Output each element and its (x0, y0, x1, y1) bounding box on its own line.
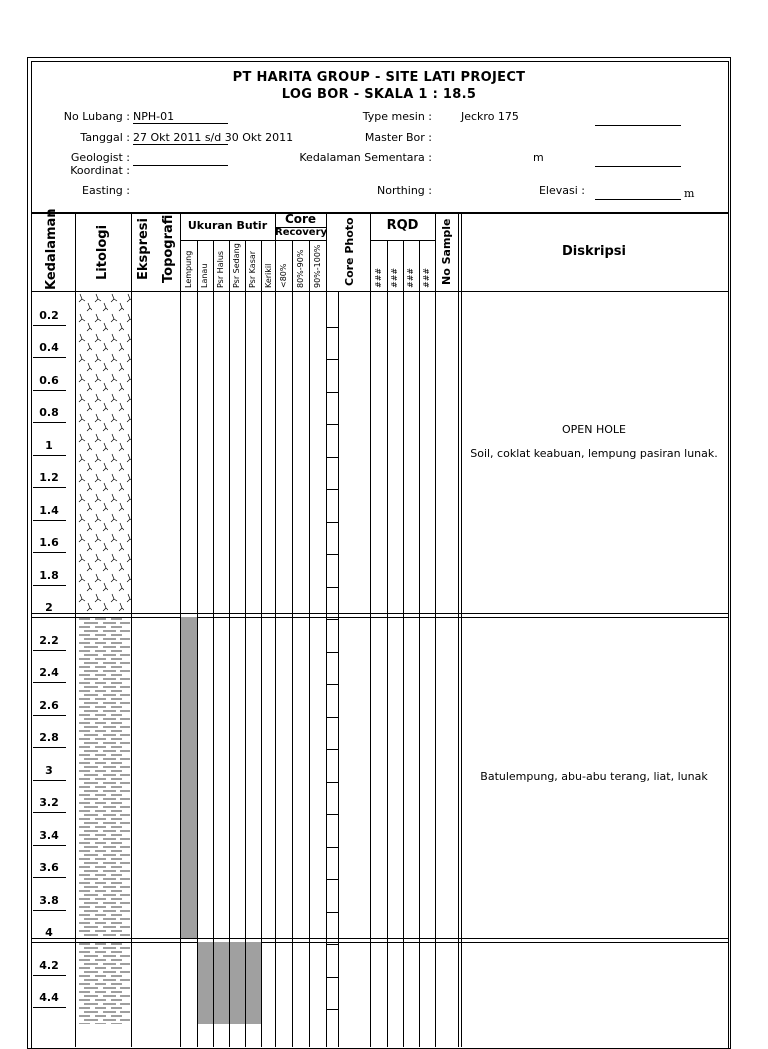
grain-label: Kerikil (264, 263, 273, 288)
depth-label: 1.4 (39, 504, 59, 517)
depth-label: 2.4 (39, 666, 59, 679)
elevasi-label: Elevasi : (538, 184, 585, 197)
northing-label: Northing : (377, 184, 432, 197)
grain-label: Lempung (184, 250, 193, 288)
grain-label: Psr Halus (216, 250, 225, 288)
topografi-header: Topografi (161, 214, 176, 284)
depth-tick (33, 942, 66, 943)
ukuran-butir-header: Ukuran Butir (187, 219, 268, 232)
depth-tick (33, 682, 66, 683)
grain-fill-lempung (181, 617, 197, 938)
type-mesin-label: Type mesin : (362, 110, 432, 123)
depth-label: 3.2 (39, 796, 59, 809)
depth-tick (33, 617, 66, 618)
depth-label: 3 (45, 764, 53, 777)
core-photo-tick (326, 977, 338, 978)
depth-label: 4.4 (39, 991, 59, 1004)
core-photo-tick (326, 587, 338, 588)
depth-label: 4 (45, 926, 53, 939)
grain-label: Psr Kasar (248, 250, 257, 288)
grain-divider (197, 240, 198, 1047)
grain-divider (245, 942, 246, 1024)
core-photo-tick (326, 944, 338, 945)
rqd-col-label: ### (406, 267, 415, 288)
core-photo-tick (326, 879, 338, 880)
depth-tick (33, 552, 66, 553)
depth-tick (33, 422, 66, 423)
elevasi-line (595, 199, 681, 200)
col-divider (275, 213, 276, 1047)
title-line-1: PT HARITA GROUP - SITE LATI PROJECT (232, 70, 526, 85)
core-photo-tick (326, 522, 338, 523)
core-photo-tick (326, 782, 338, 783)
depth-label: 2.6 (39, 699, 59, 712)
core-photo-tick (326, 554, 338, 555)
tanggal-value: 27 Okt 2011 s/d 30 Okt 2011 (133, 131, 294, 144)
log-grid (31, 208, 729, 1049)
depth-tick (33, 975, 66, 976)
desc-batulempung: Batulempung, abu-abu terang, liat, lunak (480, 770, 708, 783)
col-divider (435, 213, 436, 1047)
core-photo-tick (326, 847, 338, 848)
recovery-divider (309, 240, 310, 1047)
core-photo-tick (326, 684, 338, 685)
grain-divider (213, 240, 214, 1047)
master-bor-label: Master Bor : (364, 131, 432, 144)
depth-tick (33, 520, 66, 521)
depth-tick (33, 585, 66, 586)
easting-label: Easting : (82, 184, 130, 197)
col-divider (131, 213, 132, 1047)
ukuran-divider (180, 240, 275, 241)
diskripsi-header: Diskripsi (562, 244, 626, 259)
recovery-range-label: 80%-90% (296, 249, 305, 288)
litologi-soil-pattern (76, 292, 131, 613)
depth-label: 1.2 (39, 471, 59, 484)
grain-divider (229, 942, 230, 1024)
depth-tick (33, 715, 66, 716)
core-photo-tick (326, 359, 338, 360)
depth-label: 3.6 (39, 861, 59, 874)
depth-tick (33, 455, 66, 456)
section-divider-4m (31, 938, 729, 943)
desc-soil: Soil, coklat keabuan, lempung pasiran lunak. (470, 447, 718, 460)
col-divider (370, 213, 371, 1047)
core-header: Core (284, 212, 317, 226)
core-photo-tick (326, 652, 338, 653)
core-photo-tick (326, 489, 338, 490)
title-line-2: LOG BOR - SKALA 1 : 18.5 (281, 87, 477, 102)
depth-label: 3.8 (39, 894, 59, 907)
core-photo-tick (326, 1009, 338, 1010)
photo-divider (338, 291, 339, 1047)
rqd-divider-h (370, 240, 435, 241)
col-divider (326, 213, 327, 1047)
col-divider (458, 213, 459, 1047)
core-photo-tick (326, 814, 338, 815)
geologist-field (133, 152, 228, 166)
rqd-divider (403, 240, 404, 1047)
recovery-divider (292, 240, 293, 1047)
depth-label: 1 (45, 439, 53, 452)
grain-divider (245, 240, 246, 1047)
depth-label: 0.2 (39, 309, 59, 322)
rqd-divider (419, 240, 420, 1047)
depth-tick (33, 780, 66, 781)
depth-tick (33, 845, 66, 846)
core-photo-header: Core Photo (343, 217, 356, 286)
depth-label: 1.6 (39, 536, 59, 549)
depth-label: 3.4 (39, 829, 59, 842)
depth-label: 1.8 (39, 569, 59, 582)
depth-label: 0.4 (39, 341, 59, 354)
core-photo-tick (326, 749, 338, 750)
kedalaman-label: Kedalaman Sementara : (299, 151, 432, 164)
core-photo-tick (326, 327, 338, 328)
grain-label: Psr Sedang (232, 243, 241, 288)
ekspresi-header: Ekspresi (136, 218, 151, 280)
grain-divider (261, 240, 262, 1047)
rqd-header: RQD (386, 218, 419, 233)
depth-tick (33, 877, 66, 878)
koordinat-label: Koordinat : (70, 164, 130, 177)
grain-label: Lanau (200, 263, 209, 288)
rqd-col-label: ### (374, 267, 383, 288)
recovery-range-label: 90%-100% (313, 244, 322, 288)
depth-tick (33, 747, 66, 748)
no-sample-header: No Sample (440, 218, 453, 286)
depth-tick (33, 812, 66, 813)
depth-label: 0.6 (39, 374, 59, 387)
core-photo-tick (326, 619, 338, 620)
recovery-range-label: <80% (279, 263, 288, 288)
tanggal-label: Tanggal : (80, 131, 130, 144)
depth-label: 2.2 (39, 634, 59, 647)
col-divider (461, 213, 462, 1047)
section-divider-2m (31, 613, 729, 618)
grain-divider (213, 942, 214, 1024)
depth-tick (33, 1007, 66, 1008)
litologi-header: Litologi (95, 224, 110, 280)
recovery-header: Recovery (275, 227, 328, 238)
recovery-divider-h (275, 240, 326, 241)
rqd-divider (387, 240, 388, 1047)
kedalaman-header: Kedalaman (44, 208, 59, 290)
depth-label: 2 (45, 601, 53, 614)
desc-open-hole: OPEN HOLE (562, 423, 626, 436)
depth-tick (33, 910, 66, 911)
core-photo-tick (326, 457, 338, 458)
litologi-claystone-pattern (76, 617, 131, 938)
grain-divider (229, 240, 230, 1047)
elevasi-unit: m (684, 187, 695, 200)
no-lubang-label: No Lubang : (63, 110, 130, 123)
depth-label: 4.2 (39, 959, 59, 972)
depth-tick (33, 650, 66, 651)
rqd-col-label: ### (422, 267, 431, 288)
core-photo-tick (326, 424, 338, 425)
core-photo-tick (326, 912, 338, 913)
geologist-label: Geologist : (70, 151, 130, 164)
litologi-claystone-pattern-2 (76, 942, 131, 1024)
rqd-col-label: ### (390, 267, 399, 288)
depth-label: 0.8 (39, 406, 59, 419)
kedalaman-line (595, 166, 681, 167)
depth-label: 2.8 (39, 731, 59, 744)
no-lubang-value: NPH-01 (133, 110, 228, 124)
type-mesin-line (595, 125, 681, 126)
depth-tick (33, 390, 66, 391)
column-header-divider (31, 291, 729, 292)
depth-tick (33, 357, 66, 358)
depth-tick (33, 325, 66, 326)
kedalaman-unit: m (533, 151, 544, 164)
core-photo-tick (326, 717, 338, 718)
core-photo-tick (326, 392, 338, 393)
depth-tick (33, 487, 66, 488)
type-mesin-value: Jeckro 175 (461, 110, 519, 123)
